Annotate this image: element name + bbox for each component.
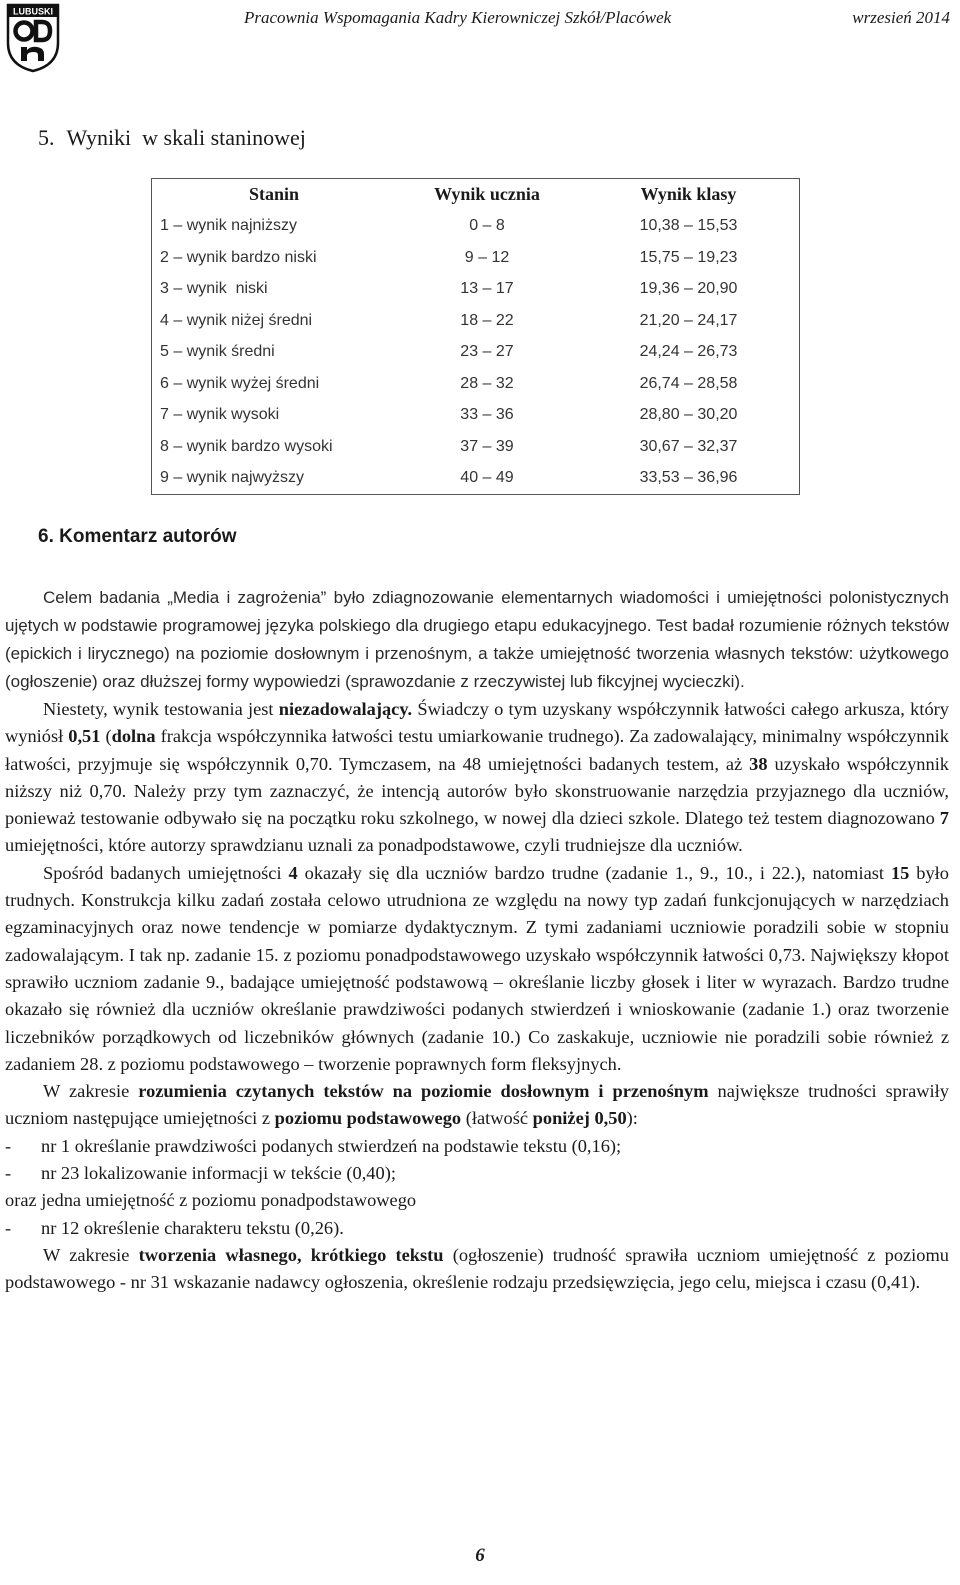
table-cell: 28 – 32 — [460, 374, 514, 392]
emphasis-reading-comprehension: rozumienia czytanych tekstów na poziomie dosłownym i przenośnym — [138, 1081, 709, 1102]
list-item — [5, 1215, 949, 1242]
paragraph-4 — [5, 1078, 949, 1133]
table-cell: 19,36 – 20,90 — [639, 280, 738, 298]
text-span: frakcja współczynnika łatwości testu umiarkowanie trudnego). Za zadowalający, minimalny współczynnik łatwości, przyjmuje się współczynnik 0,70. Tymczasem, na 48 umiejętności badanych testem, aż — [5, 726, 949, 774]
table-cell: 40 – 49 — [460, 469, 514, 487]
table-row — [152, 305, 800, 337]
emphasis-coefficient: 0,51 — [68, 726, 101, 747]
paragraph-2 — [5, 696, 949, 860]
table-cell: 30,67 – 32,37 — [639, 437, 738, 455]
header-date: wrzesień 2014 — [852, 8, 950, 27]
section-6-title: Komentarz autorów — [59, 526, 237, 547]
text-span: Świadczy o tym uzyskany współczynnik łatwości całego arkusza, który wyniósł — [5, 699, 949, 747]
section-5-heading — [38, 125, 306, 151]
table-row — [152, 274, 800, 306]
table-row — [152, 368, 800, 400]
comment-body — [5, 584, 949, 1297]
table-header-row — [152, 179, 800, 211]
text-span: największe trudności sprawiły uczniom następujące umiejętności z — [5, 1081, 949, 1129]
list-item-text: nr 12 określenie charakteru tekstu (0,26). — [41, 1217, 344, 1238]
table-cell: 13 – 17 — [460, 280, 514, 298]
list-item — [5, 1133, 949, 1160]
list-dash: - — [5, 1217, 12, 1238]
table-cell: 2 – wynik bardzo niski — [160, 248, 317, 266]
table-row — [152, 463, 800, 495]
table-cell: 4 – wynik niżej średni — [160, 311, 313, 329]
table-cell: 26,74 – 28,58 — [639, 374, 738, 392]
text-span: Niestety, wynik testowania jest — [43, 699, 274, 719]
paragraph-1-sentence-2: Test badał rozumienie różnych tekstów (epickich i lirycznego) na poziomie dosłownym i przenośnym, a także umiejętność tworzenia własnych tekstów: użytkowego (ogłoszenie) oraz dłuższej formy wypowiedzi (sprawozdanie z rzeczywistej lub fikcyjnej wycieczki). — [5, 616, 949, 691]
emphasis-basic-level: poziomu podstawowego — [274, 1108, 462, 1129]
table-cell: 15,75 – 19,23 — [639, 248, 738, 266]
emphasis-own-text: tworzenia własnego, krótkiego tekstu — [138, 1244, 444, 1265]
table-cell: 37 – 39 — [460, 437, 514, 455]
paragraph-5: oraz jedna umiejętność z poziomu ponadpodstawowego — [5, 1190, 417, 1211]
table-cell: 9 – 12 — [464, 248, 510, 266]
text-span: (łatwość — [465, 1108, 529, 1129]
svg-text:LUBUSKI: LUBUSKI — [13, 6, 53, 17]
paragraph-1 — [5, 584, 949, 696]
table-cell: 18 – 22 — [460, 311, 514, 329]
table-cell: 6 – wynik wyżej średni — [160, 374, 320, 392]
header-title: Pracownia Wspomagania Kadry Kierowniczej Szkół/Placówek — [244, 8, 672, 27]
table-row — [152, 211, 800, 243]
list-item-text: nr 1 określanie prawdziwości podanych stwierdzeń na podstawie tekstu (0,16); — [41, 1135, 622, 1156]
table-cell: 9 – wynik najwyższy — [160, 469, 305, 487]
table-cell: 33 – 36 — [460, 406, 514, 424]
column-header-stanin: Stanin — [248, 184, 300, 205]
table-cell: 3 – wynik niski — [160, 280, 268, 298]
section-6-number: 6. — [38, 526, 54, 547]
list-item-text: nr 23 lokalizowanie informacji w tekście (0,40); — [41, 1163, 396, 1184]
emphasis-count-15: 15 — [890, 862, 910, 883]
emphasis-below-threshold: poniżej 0,50 — [532, 1108, 627, 1129]
table-cell: 8 – wynik bardzo wysoki — [160, 437, 333, 455]
text-span: umiejętności, które autorzy sprawdzianu uznali za ponadpodstawowe, czyli trudniejsze dla uczniów. — [5, 835, 743, 856]
emphasis-lower: dolna — [111, 726, 156, 747]
paragraph-3 — [5, 860, 949, 1078]
paragraph-6 — [5, 1242, 949, 1297]
text-span: W zakresie — [43, 1081, 130, 1102]
text-span: Spośród badanych umiejętności — [43, 862, 282, 883]
text-span: ): — [626, 1108, 638, 1129]
text-span: ( — [105, 726, 112, 747]
list-dash: - — [5, 1163, 12, 1184]
emphasis-count-4: 4 — [288, 862, 298, 883]
table-cell: 10,38 – 15,53 — [639, 217, 738, 235]
stanin-table — [151, 178, 800, 495]
table-cell: 0 – 8 — [469, 217, 505, 235]
table-cell: 24,24 – 26,73 — [639, 343, 738, 361]
column-header-class-score: Wynik klasy — [640, 184, 737, 205]
text-span: (ogłoszenie) trudność sprawiła uczniom umiejętność z poziomu podstawowego - nr 31 wskazanie nadawcy ogłoszenia, określenie rodzaju przedsięwzięcia, jego celu, miejsca i czasu (0,41). — [5, 1244, 949, 1293]
text-span: uzyskało współczynnik niższy niż 0,70. Należy przy tym zaznaczyć, że intencją autorów było skonstruowanie narzędzia przyjaznego dla uczniów, ponieważ testowanie odbywało się na początku roku szkolnego, w nowej dla dzieci szkole. Dlatego też testem diagnozowano — [5, 753, 949, 829]
list-dash: - — [5, 1135, 12, 1156]
column-header-student-score: Wynik ucznia — [434, 184, 540, 205]
table-row — [152, 400, 800, 432]
table-cell: 33,53 – 36,96 — [639, 469, 738, 487]
table-row — [152, 431, 800, 463]
section-5-number: 5. — [38, 125, 55, 150]
table-cell: 28,80 – 30,20 — [639, 406, 738, 424]
odn-logo — [5, 3, 61, 73]
table-cell: 23 – 27 — [460, 343, 514, 361]
emphasis-unsatisfactory: niezadowalający. — [278, 699, 413, 719]
section-5-title: Wyniki w skali staninowej — [66, 125, 306, 150]
paragraph-1-sentence-1: Celem badania „Media i zagrożenia” było zdiagnozowanie elementarnych wiadomości i umiejętności polonistycznych ujętych w podstawie programowej języka polskiego dla drugiego etapu edukacyjnego. — [5, 588, 949, 635]
text-span: W zakresie — [43, 1244, 130, 1265]
section-6-heading — [38, 526, 237, 548]
text-span: okazały się dla uczniów bardzo trudne (zadanie 1., 9., 10., i 22.), natomiast — [304, 862, 885, 883]
table-cell: 1 – wynik najniższy — [160, 217, 297, 235]
emphasis-count-38: 38 — [749, 753, 768, 774]
text-span: było trudnych. Konstrukcja kilku zadań została celowo utrudniona ze względu na nowy typ zadań funkcjonujących w narzędziach egzaminacyjnych oraz nowe tendencje w pomiarze dydaktycznym. Z tymi zadaniami uczniowie poradzili sobie w stopniu zadowalającym. I tak np. zadanie 15. z poziomu ponadpodstawowego uzyskało współczynnik łatwości 0,73. Największy kłopot sprawiło uczniom zadanie 9., badające umiejętność podstawową – określanie liczby głosek i liter w wyrazach. Bardzo trudne okazało się również dla uczniów określanie prawdziwości podanych stwierdzeń i wnioskowanie (zadanie 1.) oraz tworzenie liczebników porządkowych od liczebników głównych (zadanie 10.) Co zaskakuje, uczniowie nie poradzili sobie również z zadaniem 28. z poziomu podstawowego – tworzenie poprawnych form fleksyjnych. — [5, 862, 949, 1074]
table-row — [152, 337, 800, 369]
table-cell: 21,20 – 24,17 — [639, 311, 738, 329]
page-number: 6 — [475, 1545, 485, 1566]
table-cell: 7 – wynik wysoki — [160, 406, 280, 424]
emphasis-count-7: 7 — [939, 808, 949, 829]
list-item — [5, 1160, 949, 1187]
table-cell: 5 – wynik średni — [160, 343, 275, 361]
table-row — [152, 242, 800, 274]
